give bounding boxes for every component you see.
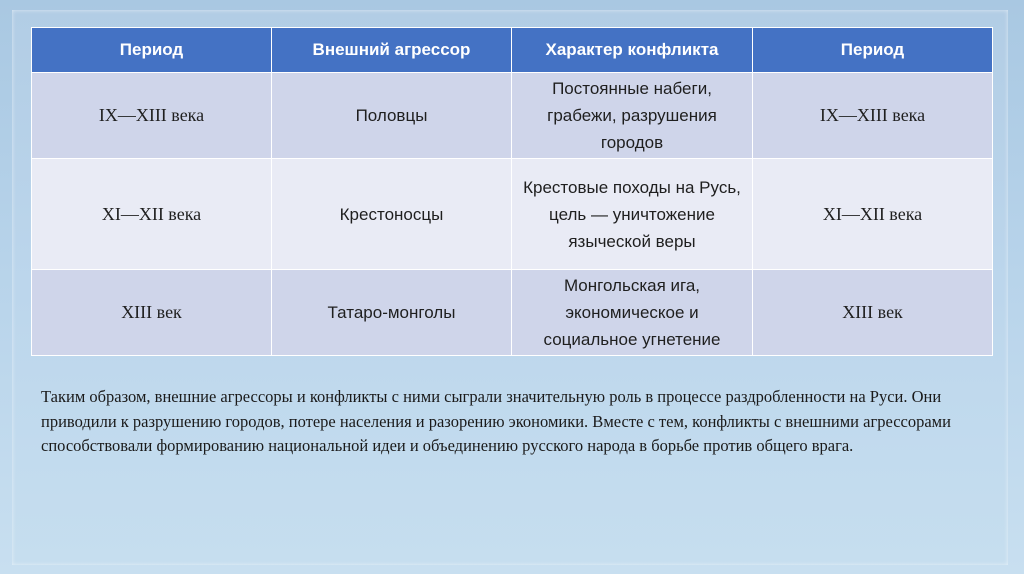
table-row <box>32 159 993 270</box>
cell-period-2: XIII век <box>753 270 993 356</box>
cell-aggressor: Крестоносцы <box>272 159 512 270</box>
cell-conflict-nature: Постоянные набеги, грабежи, разрушения городов <box>512 73 753 159</box>
conflicts-table <box>31 27 993 356</box>
cell-conflict-nature: Монгольская ига, экономическое и социальное угнетение <box>512 270 753 356</box>
header-aggressor: Внешний агрессор <box>272 28 512 73</box>
cell-period: IX—XIII века <box>32 73 272 159</box>
header-conflict-nature: Характер конфликта <box>512 28 753 73</box>
table-row <box>32 270 993 356</box>
cell-period-2: XI—XII века <box>753 159 993 270</box>
header-period-2: Период <box>753 28 993 73</box>
cell-aggressor: Половцы <box>272 73 512 159</box>
cell-aggressor: Татаро-монголы <box>272 270 512 356</box>
table-header-row <box>32 28 993 73</box>
header-period: Период <box>32 28 272 73</box>
table-row <box>32 73 993 159</box>
cell-period: XIII век <box>32 270 272 356</box>
cell-period: XI—XII века <box>32 159 272 270</box>
cell-period-2: IX—XIII века <box>753 73 993 159</box>
cell-conflict-nature: Крестовые походы на Русь, цель — уничтожение языческой веры <box>512 159 753 270</box>
conclusion-paragraph: Таким образом, внешние агрессоры и конфликты с ними сыграли значительную роль в процессе раздробленности на Руси. Они приводили к разрушению городов, потере населения и разорению экономики. Вместе с тем, конфликты с внешними агрессорами способствовали формированию национальной идеи и объединению русского народа в борьбе против общего врага. <box>41 387 951 455</box>
